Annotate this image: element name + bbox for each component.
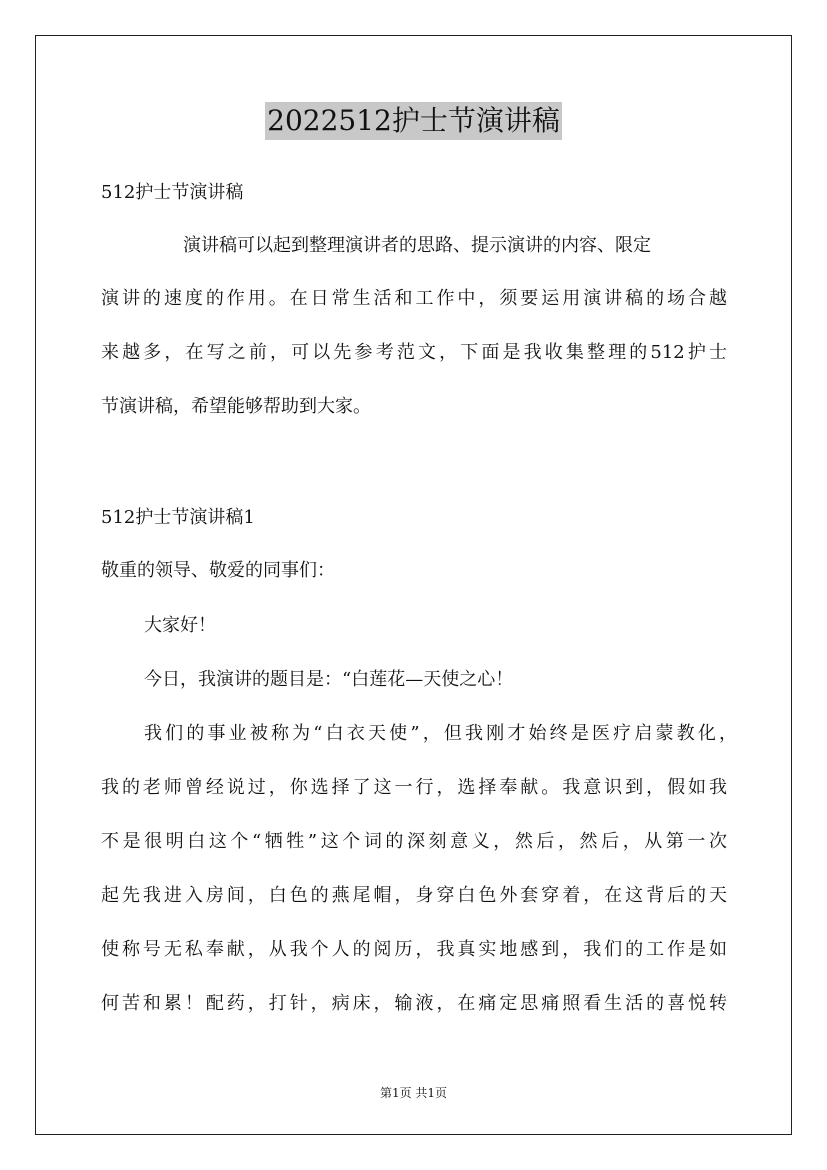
- body-line: 起先我进入房间，白色的燕尾帽，身穿白色外套穿着，在这背后的天: [101, 885, 727, 906]
- body-line: 何苦和累！配药，打针，病床，输液，在痛定思痛照看生活的喜悦转: [101, 993, 727, 1014]
- section-heading: 512护士节演讲稿1: [101, 507, 255, 528]
- salutation: 敬重的领导、敬爱的同事们：: [101, 560, 335, 581]
- intro-line: 演讲稿可以起到整理演讲者的思路、提示演讲的内容、限定: [183, 235, 651, 256]
- page-footer: 第1页 共1页: [379, 1086, 448, 1100]
- title-container: [0, 102, 827, 140]
- intro-line: 演讲的速度的作用。在日常生活和工作中，须要运用演讲稿的场合越: [101, 288, 727, 309]
- body-line: 我们的事业被称为“白衣天使”，但我刚才始终是医疗启蒙教化，: [144, 723, 737, 744]
- intro-line: 节演讲稿，希望能够帮助到大家。: [101, 396, 371, 417]
- intro-line: 来越多，在写之前，可以先参考范文，下面是我收集整理的512护士: [101, 342, 727, 363]
- speech-topic: 今日，我演讲的题目是：“白莲花—天使之心！: [144, 669, 514, 690]
- body-line: 不是很明白这个“牺牲”这个词的深刻意义，然后，然后，从第一次: [101, 831, 727, 852]
- document-subtitle: 512护士节演讲稿: [101, 182, 244, 203]
- greeting: 大家好！: [144, 615, 216, 636]
- document-title: 2022512护士节演讲稿: [265, 102, 562, 140]
- body-line: 我的老师曾经说过，你选择了这一行，选择奉献。我意识到，假如我: [101, 777, 727, 798]
- body-line: 使称号无私奉献，从我个人的阅历，我真实地感到，我们的工作是如: [101, 939, 727, 960]
